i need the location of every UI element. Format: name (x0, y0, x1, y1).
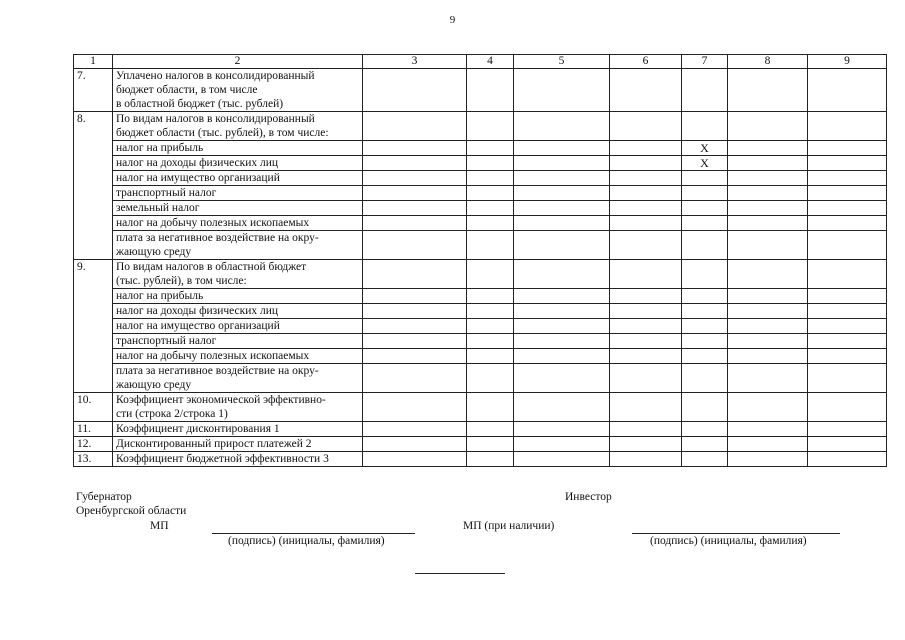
value-cell-col-5 (514, 171, 610, 186)
value-cell-col-5 (514, 260, 610, 289)
description-line: транспортный налог (116, 335, 217, 347)
value-cell-col-3 (363, 422, 467, 437)
description-line: транспортный налог (116, 187, 217, 199)
value-cell-col-8 (728, 186, 808, 201)
value-cell-col-8 (728, 334, 808, 349)
value-cell-col-3 (363, 171, 467, 186)
description-line: налог на прибыль (116, 142, 204, 154)
description-line: жающую среду (116, 379, 192, 391)
value-cell-col-4 (467, 69, 514, 112)
value-cell-col-5 (514, 289, 610, 304)
value-cell-col-8 (728, 304, 808, 319)
value-cell-col-7: X (682, 156, 728, 171)
row-description (113, 156, 363, 171)
value-cell-col-3 (363, 216, 467, 231)
row-number (74, 186, 113, 201)
value-cell-col-7 (682, 422, 728, 437)
value-cell-col-9 (808, 437, 887, 452)
value-cell-col-3 (363, 437, 467, 452)
value-cell-col-6 (610, 112, 682, 141)
value-cell-col-4 (467, 171, 514, 186)
value-cell-col-6 (610, 69, 682, 112)
value-cell-col-3 (363, 334, 467, 349)
value-cell-col-8 (728, 112, 808, 141)
value-cell-col-7 (682, 437, 728, 452)
value-cell-col-4 (467, 304, 514, 319)
mp-right-label: МП (при наличии) (463, 520, 555, 532)
value-cell-col-3 (363, 393, 467, 422)
value-cell-col-3 (363, 69, 467, 112)
row-description (113, 364, 363, 393)
value-cell-col-5 (514, 304, 610, 319)
value-cell-col-9 (808, 364, 887, 393)
row-number (74, 156, 113, 171)
value-cell-col-5 (514, 156, 610, 171)
value-cell-col-4 (467, 216, 514, 231)
value-cell-col-4 (467, 452, 514, 467)
value-cell-col-7 (682, 393, 728, 422)
value-cell-col-8 (728, 216, 808, 231)
value-cell-col-3 (363, 319, 467, 334)
value-cell-col-9 (808, 156, 887, 171)
header-cell: 4 (467, 55, 514, 69)
description-line: плата за негативное воздействие на окру- (116, 232, 319, 244)
value-cell-col-7 (682, 216, 728, 231)
row-description (113, 349, 363, 364)
value-cell-col-7 (682, 231, 728, 260)
row-description (113, 319, 363, 334)
value-cell-col-9 (808, 171, 887, 186)
value-cell-col-8 (728, 393, 808, 422)
value-cell-col-3 (363, 156, 467, 171)
value-cell-col-4 (467, 422, 514, 437)
row-number: 8. (74, 112, 113, 141)
description-line: плата за негативное воздействие на окру- (116, 365, 319, 377)
row-description (113, 231, 363, 260)
row-description (113, 201, 363, 216)
header-cell: 8 (728, 55, 808, 69)
value-cell-col-7: X (682, 141, 728, 156)
row-number (74, 304, 113, 319)
row-description (113, 186, 363, 201)
row-description (113, 334, 363, 349)
value-cell-col-9 (808, 349, 887, 364)
value-cell-col-4 (467, 289, 514, 304)
value-cell-col-7 (682, 334, 728, 349)
value-cell-col-7 (682, 201, 728, 216)
table-row (74, 437, 887, 452)
row-description (113, 141, 363, 156)
description-line: бюджет области, в том числе (116, 84, 258, 96)
description-line: налог на прибыль (116, 290, 204, 302)
value-cell-col-7 (682, 289, 728, 304)
value-cell-col-9 (808, 201, 887, 216)
row-description (113, 393, 363, 422)
row-number: 12. (74, 437, 113, 452)
value-cell-col-7 (682, 69, 728, 112)
table-row (74, 171, 887, 186)
table-row (74, 231, 887, 260)
row-number: 9. (74, 260, 113, 289)
value-cell-col-3 (363, 186, 467, 201)
description-line: налог на добычу полезных ископаемых (116, 217, 310, 229)
value-cell-col-6 (610, 231, 682, 260)
description-line: бюджет области (тыс. рублей), в том числе: (116, 127, 329, 139)
value-cell-col-5 (514, 349, 610, 364)
table-row (74, 216, 887, 231)
value-cell-col-4 (467, 319, 514, 334)
row-number: 7. (74, 69, 113, 112)
value-cell-col-8 (728, 452, 808, 467)
value-cell-col-5 (514, 393, 610, 422)
table-row (74, 260, 887, 289)
value-cell-col-7 (682, 364, 728, 393)
table-row (74, 69, 887, 112)
value-cell-col-6 (610, 141, 682, 156)
row-description (113, 437, 363, 452)
value-cell-col-9 (808, 334, 887, 349)
description-line: Коэффициент бюджетной эффективности 3 (116, 453, 329, 465)
value-cell-col-5 (514, 422, 610, 437)
row-description (113, 260, 363, 289)
value-cell-col-3 (363, 112, 467, 141)
value-cell-col-9 (808, 422, 887, 437)
value-cell-col-6 (610, 201, 682, 216)
value-cell-col-5 (514, 112, 610, 141)
value-cell-col-3 (363, 452, 467, 467)
row-description (113, 422, 363, 437)
value-cell-col-4 (467, 186, 514, 201)
value-cell-col-6 (610, 437, 682, 452)
description-line: Коэффициент дисконтирования 1 (116, 423, 280, 435)
row-description (113, 69, 363, 112)
value-cell-col-9 (808, 69, 887, 112)
budget-efficiency-table (73, 54, 887, 467)
value-cell-col-9 (808, 141, 887, 156)
value-cell-col-4 (467, 334, 514, 349)
value-cell-col-6 (610, 186, 682, 201)
row-number: 11. (74, 422, 113, 437)
value-cell-col-5 (514, 69, 610, 112)
mp-left-label: МП (150, 520, 169, 532)
left-signature-caption: (подпись) (инициалы, фамилия) (228, 535, 385, 547)
value-cell-col-8 (728, 141, 808, 156)
value-cell-col-3 (363, 289, 467, 304)
value-cell-col-7 (682, 171, 728, 186)
value-cell-col-8 (728, 156, 808, 171)
value-cell-col-4 (467, 393, 514, 422)
table-row (74, 452, 887, 467)
row-number (74, 349, 113, 364)
value-cell-col-8 (728, 201, 808, 216)
row-number (74, 141, 113, 156)
description-line: По видам налогов в областной бюджет (116, 261, 307, 273)
footer-separator (415, 573, 505, 574)
investor-title: Инвестор (565, 491, 612, 503)
row-description (113, 304, 363, 319)
table-row (74, 156, 887, 171)
value-cell-col-6 (610, 393, 682, 422)
value-cell-col-7 (682, 349, 728, 364)
value-cell-col-4 (467, 349, 514, 364)
table-row (74, 319, 887, 334)
value-cell-col-7 (682, 319, 728, 334)
value-cell-col-7 (682, 112, 728, 141)
value-cell-col-5 (514, 319, 610, 334)
description-line: налог на доходы физических лиц (116, 157, 279, 169)
value-cell-col-6 (610, 260, 682, 289)
value-cell-col-8 (728, 231, 808, 260)
value-cell-col-5 (514, 437, 610, 452)
value-cell-col-8 (728, 260, 808, 289)
value-cell-col-5 (514, 216, 610, 231)
table-row (74, 393, 887, 422)
description-line: налог на имущество организаций (116, 172, 280, 184)
left-signature-line (212, 533, 415, 534)
description-line: налог на имущество организаций (116, 320, 280, 332)
row-number (74, 231, 113, 260)
value-cell-col-5 (514, 452, 610, 467)
value-cell-col-8 (728, 422, 808, 437)
value-cell-col-8 (728, 171, 808, 186)
value-cell-col-8 (728, 289, 808, 304)
value-cell-col-7 (682, 260, 728, 289)
description-line: жающую среду (116, 246, 192, 258)
table-row (74, 349, 887, 364)
value-cell-col-6 (610, 334, 682, 349)
value-cell-col-6 (610, 304, 682, 319)
row-number: 10. (74, 393, 113, 422)
value-cell-col-7 (682, 452, 728, 467)
row-number (74, 289, 113, 304)
row-number (74, 201, 113, 216)
description-line: (тыс. рублей), в том числе: (116, 275, 247, 287)
row-description (113, 289, 363, 304)
row-number (74, 319, 113, 334)
table-row (74, 364, 887, 393)
value-cell-col-3 (363, 201, 467, 216)
value-cell-col-9 (808, 112, 887, 141)
value-cell-col-9 (808, 260, 887, 289)
table-row (74, 422, 887, 437)
header-cell: 5 (514, 55, 610, 69)
value-cell-col-6 (610, 364, 682, 393)
value-cell-col-4 (467, 141, 514, 156)
description-line: налог на доходы физических лиц (116, 305, 279, 317)
row-number (74, 364, 113, 393)
right-signature-caption: (подпись) (инициалы, фамилия) (650, 535, 807, 547)
value-cell-col-4 (467, 201, 514, 216)
table-row (74, 112, 887, 141)
right-signature-line (632, 533, 840, 534)
header-cell: 3 (363, 55, 467, 69)
value-cell-col-6 (610, 349, 682, 364)
value-cell-col-5 (514, 201, 610, 216)
value-cell-col-5 (514, 364, 610, 393)
governor-title: Губернатор (76, 491, 132, 503)
description-line: сти (строка 2/строка 1) (116, 408, 228, 420)
description-line: в областной бюджет (тыс. рублей) (116, 98, 284, 110)
value-cell-col-3 (363, 141, 467, 156)
value-cell-col-6 (610, 171, 682, 186)
value-cell-col-9 (808, 216, 887, 231)
value-cell-col-3 (363, 304, 467, 319)
description-line: земельный налог (116, 202, 200, 214)
row-number (74, 171, 113, 186)
row-description (113, 112, 363, 141)
value-cell-col-3 (363, 364, 467, 393)
value-cell-col-9 (808, 186, 887, 201)
value-cell-col-6 (610, 156, 682, 171)
table-row (74, 334, 887, 349)
value-cell-col-5 (514, 231, 610, 260)
table-header-row (74, 55, 887, 69)
value-cell-col-9 (808, 304, 887, 319)
value-cell-col-9 (808, 393, 887, 422)
value-cell-col-8 (728, 69, 808, 112)
table-row (74, 141, 887, 156)
value-cell-col-6 (610, 319, 682, 334)
table-row (74, 201, 887, 216)
row-number: 13. (74, 452, 113, 467)
page-number: 9 (449, 14, 456, 26)
row-number (74, 216, 113, 231)
row-description (113, 171, 363, 186)
row-number (74, 334, 113, 349)
table-row (74, 186, 887, 201)
header-cell: 2 (113, 55, 363, 69)
header-cell: 1 (74, 55, 113, 69)
description-line: По видам налогов в консолидированный (116, 113, 315, 125)
value-cell-col-6 (610, 216, 682, 231)
value-cell-col-5 (514, 141, 610, 156)
row-description (113, 216, 363, 231)
governor-region: Оренбургской области (76, 505, 187, 517)
value-cell-col-8 (728, 319, 808, 334)
value-cell-col-6 (610, 452, 682, 467)
value-cell-col-4 (467, 364, 514, 393)
row-description (113, 452, 363, 467)
value-cell-col-5 (514, 334, 610, 349)
value-cell-col-3 (363, 349, 467, 364)
value-cell-col-6 (610, 289, 682, 304)
value-cell-col-7 (682, 186, 728, 201)
value-cell-col-9 (808, 231, 887, 260)
value-cell-col-8 (728, 349, 808, 364)
value-cell-col-8 (728, 437, 808, 452)
value-cell-col-9 (808, 289, 887, 304)
value-cell-col-4 (467, 437, 514, 452)
value-cell-col-7 (682, 304, 728, 319)
header-cell: 9 (808, 55, 887, 69)
table-row (74, 304, 887, 319)
description-line: Коэффициент экономической эффективно- (116, 394, 326, 406)
description-line: Уплачено налогов в консолидированный (116, 70, 315, 82)
value-cell-col-5 (514, 186, 610, 201)
value-cell-col-8 (728, 364, 808, 393)
description-line: Дисконтированный прирост платежей 2 (116, 438, 312, 450)
value-cell-col-4 (467, 260, 514, 289)
table-row (74, 289, 887, 304)
header-cell: 6 (610, 55, 682, 69)
value-cell-col-3 (363, 260, 467, 289)
value-cell-col-3 (363, 231, 467, 260)
value-cell-col-4 (467, 156, 514, 171)
value-cell-col-9 (808, 319, 887, 334)
description-line: налог на добычу полезных ископаемых (116, 350, 310, 362)
value-cell-col-9 (808, 452, 887, 467)
value-cell-col-4 (467, 231, 514, 260)
value-cell-col-6 (610, 422, 682, 437)
value-cell-col-4 (467, 112, 514, 141)
header-cell: 7 (682, 55, 728, 69)
